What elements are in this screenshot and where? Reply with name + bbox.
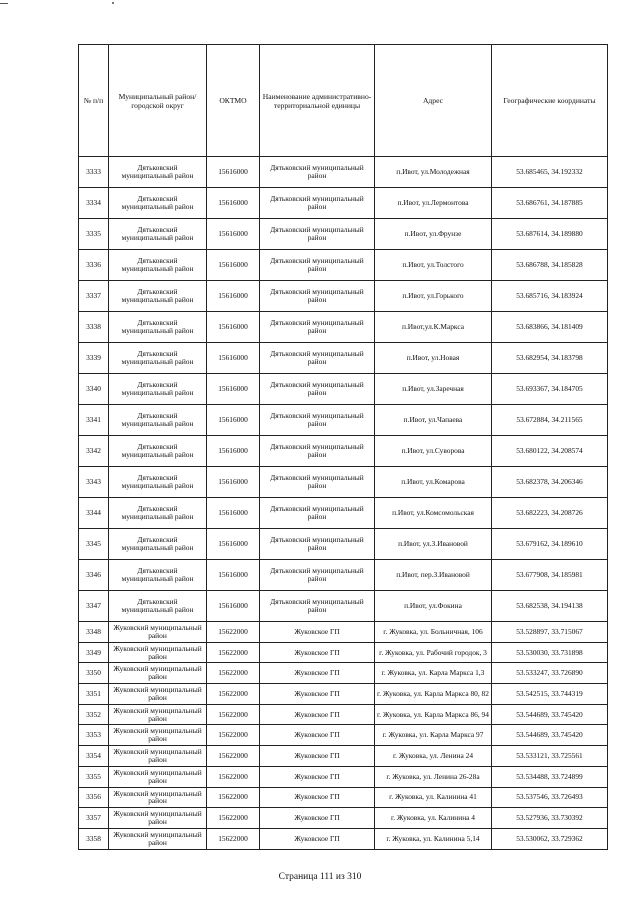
unit-cell: Дятьковский муниципальный район (260, 281, 375, 312)
oktmo-cell: 15616000 (207, 374, 260, 405)
oktmo-cell: 15616000 (207, 219, 260, 250)
row-number: 3350 (79, 663, 109, 684)
coordinates-cell: 53.687614, 34.189880 (492, 219, 608, 250)
table-row (79, 312, 608, 343)
coordinates-cell: 53.534488, 33.724899 (492, 766, 608, 787)
address-cell: п.Ивот, ул.Лермонтова (375, 188, 492, 219)
unit-cell: Жуковское ГП (260, 787, 375, 808)
coordinates-cell: 53.682538, 34.194138 (492, 591, 608, 622)
coordinates-cell: 53.530062, 33.729362 (492, 828, 608, 849)
district-cell: Дятьковский муниципальный район (109, 467, 207, 498)
address-cell: г. Жуковка, ул. Калинина 5,14 (375, 828, 492, 849)
table-row (79, 787, 608, 808)
oktmo-cell: 15616000 (207, 405, 260, 436)
header-row (79, 45, 608, 157)
table-row (79, 704, 608, 725)
unit-cell: Дятьковский муниципальный район (260, 498, 375, 529)
oktmo-cell: 15616000 (207, 591, 260, 622)
oktmo-cell: 15622000 (207, 828, 260, 849)
coordinates-cell: 53.537546, 33.726493 (492, 787, 608, 808)
row-number: 3341 (79, 405, 109, 436)
oktmo-cell: 15616000 (207, 498, 260, 529)
address-cell: п.Ивот, ул.Суворова (375, 436, 492, 467)
unit-cell: Жуковское ГП (260, 622, 375, 643)
unit-cell: Дятьковский муниципальный район (260, 405, 375, 436)
row-number: 3351 (79, 684, 109, 705)
district-cell: Дятьковский муниципальный район (109, 374, 207, 405)
address-cell: п.Ивот, ул.Горького (375, 281, 492, 312)
unit-cell: Дятьковский муниципальный район (260, 467, 375, 498)
coordinates-cell: 53.693367, 34.184705 (492, 374, 608, 405)
coordinates-cell: 53.528897, 33.715067 (492, 622, 608, 643)
unit-cell: Жуковское ГП (260, 746, 375, 767)
district-cell: Дятьковский муниципальный район (109, 188, 207, 219)
oktmo-cell: 15622000 (207, 746, 260, 767)
coordinates-cell: 53.686761, 34.187885 (492, 188, 608, 219)
address-cell: г. Жуковка, ул. Ленина 24 (375, 746, 492, 767)
table-row (79, 405, 608, 436)
address-cell: г. Жуковка, ул. Рабочий городок, 3 (375, 642, 492, 663)
unit-cell: Жуковское ГП (260, 684, 375, 705)
unit-cell: Дятьковский муниципальный район (260, 157, 375, 188)
oktmo-cell: 15622000 (207, 663, 260, 684)
table-row (79, 188, 608, 219)
district-cell: Жуковский муниципальный район (109, 787, 207, 808)
unit-cell: Жуковское ГП (260, 808, 375, 829)
district-cell: Дятьковский муниципальный район (109, 281, 207, 312)
coordinates-cell: 53.682378, 34.206346 (492, 467, 608, 498)
address-cell: п.Ивот, ул.Заречная (375, 374, 492, 405)
col-header-district: Муниципальный район/городской округ (109, 45, 207, 157)
col-header-coordinates: Географические координаты (492, 45, 608, 157)
coordinates-cell: 53.533121, 33.725561 (492, 746, 608, 767)
oktmo-cell: 15616000 (207, 560, 260, 591)
unit-cell: Дятьковский муниципальный район (260, 312, 375, 343)
oktmo-cell: 15622000 (207, 725, 260, 746)
oktmo-cell: 15616000 (207, 281, 260, 312)
table-row (79, 828, 608, 849)
address-cell: п.Ивот, ул.Фрунзе (375, 219, 492, 250)
district-cell: Дятьковский муниципальный район (109, 343, 207, 374)
address-cell: г. Жуковка, ул. Ленина 26-28а (375, 766, 492, 787)
row-number: 3349 (79, 642, 109, 663)
table-row (79, 498, 608, 529)
table-row (79, 663, 608, 684)
district-cell: Жуковский муниципальный район (109, 704, 207, 725)
district-cell: Дятьковский муниципальный район (109, 529, 207, 560)
row-number: 3339 (79, 343, 109, 374)
row-number: 3353 (79, 725, 109, 746)
unit-cell: Жуковское ГП (260, 725, 375, 746)
row-number: 3348 (79, 622, 109, 643)
oktmo-cell: 15622000 (207, 684, 260, 705)
col-header-address: Адрес (375, 45, 492, 157)
row-number: 3333 (79, 157, 109, 188)
coordinates-cell: 53.677908, 34.185981 (492, 560, 608, 591)
row-number: 3346 (79, 560, 109, 591)
unit-cell: Жуковское ГП (260, 663, 375, 684)
row-number: 3334 (79, 188, 109, 219)
table-row (79, 622, 608, 643)
district-cell: Жуковский муниципальный район (109, 766, 207, 787)
district-cell: Жуковский муниципальный район (109, 684, 207, 705)
oktmo-cell: 15616000 (207, 436, 260, 467)
row-number: 3344 (79, 498, 109, 529)
oktmo-cell: 15622000 (207, 787, 260, 808)
unit-cell: Дятьковский муниципальный район (260, 250, 375, 281)
table-row (79, 250, 608, 281)
district-cell: Жуковский муниципальный район (109, 622, 207, 643)
table-row (79, 436, 608, 467)
row-number: 3343 (79, 467, 109, 498)
table-row (79, 725, 608, 746)
address-cell: п.Ивот, ул.Фокина (375, 591, 492, 622)
oktmo-cell: 15616000 (207, 343, 260, 374)
row-number: 3342 (79, 436, 109, 467)
table-row (79, 529, 608, 560)
row-number: 3338 (79, 312, 109, 343)
district-cell: Жуковский муниципальный район (109, 746, 207, 767)
row-number: 3357 (79, 808, 109, 829)
unit-cell: Дятьковский муниципальный район (260, 343, 375, 374)
coordinates-cell: 53.685465, 34.192332 (492, 157, 608, 188)
oktmo-cell: 15616000 (207, 157, 260, 188)
table-row (79, 374, 608, 405)
address-cell: п.Ивот, пер.З.Ивановой (375, 560, 492, 591)
unit-cell: Дятьковский муниципальный район (260, 219, 375, 250)
oktmo-cell: 15616000 (207, 312, 260, 343)
table-row (79, 467, 608, 498)
col-header-unit: Наименование административно-территориальной единицы (260, 45, 375, 157)
scan-speck (112, 2, 114, 4)
coordinates-cell: 53.544689, 33.745420 (492, 725, 608, 746)
oktmo-cell: 15622000 (207, 704, 260, 725)
oktmo-cell: 15622000 (207, 766, 260, 787)
address-cell: п.Ивот, ул.Новая (375, 343, 492, 374)
address-cell: г. Жуковка, ул. Калинина 41 (375, 787, 492, 808)
coordinates-cell: 53.683866, 34.181409 (492, 312, 608, 343)
district-cell: Дятьковский муниципальный район (109, 560, 207, 591)
row-number: 3352 (79, 704, 109, 725)
address-cell: п.Ивот, ул.Комарова (375, 467, 492, 498)
row-number: 3358 (79, 828, 109, 849)
unit-cell: Дятьковский муниципальный район (260, 529, 375, 560)
unit-cell: Дятьковский муниципальный район (260, 560, 375, 591)
district-cell: Дятьковский муниципальный район (109, 157, 207, 188)
oktmo-cell: 15622000 (207, 622, 260, 643)
coordinates-cell: 53.672884, 34.211565 (492, 405, 608, 436)
address-cell: г. Жуковка, ул. Карла Маркса 97 (375, 725, 492, 746)
coordinates-cell: 53.685716, 34.183924 (492, 281, 608, 312)
address-cell: п.Ивот, ул.Чапаева (375, 405, 492, 436)
table-row (79, 808, 608, 829)
district-cell: Жуковский муниципальный район (109, 663, 207, 684)
col-header-oktmo: ОКТМО (207, 45, 260, 157)
unit-cell: Жуковское ГП (260, 828, 375, 849)
table-row (79, 591, 608, 622)
coordinates-cell: 53.530030, 33.731898 (492, 642, 608, 663)
district-cell: Дятьковский муниципальный район (109, 498, 207, 529)
registry-table (78, 44, 608, 850)
address-cell: п.Ивот, ул.Комсомольская (375, 498, 492, 529)
page-number: Страница 111 из 310 (278, 872, 362, 882)
table-row (79, 219, 608, 250)
row-number: 3354 (79, 746, 109, 767)
district-cell: Дятьковский муниципальный район (109, 405, 207, 436)
oktmo-cell: 15616000 (207, 250, 260, 281)
oktmo-cell: 15616000 (207, 188, 260, 219)
oktmo-cell: 15616000 (207, 467, 260, 498)
oktmo-cell: 15622000 (207, 808, 260, 829)
table-row (79, 766, 608, 787)
table-row (79, 157, 608, 188)
address-cell: г. Жуковка, ул. Больничная, 106 (375, 622, 492, 643)
district-cell: Жуковский муниципальный район (109, 828, 207, 849)
coordinates-cell: 53.527936, 33.730392 (492, 808, 608, 829)
coordinates-cell: 53.544689, 33.745420 (492, 704, 608, 725)
district-cell: Дятьковский муниципальный район (109, 219, 207, 250)
table-row (79, 642, 608, 663)
row-number: 3336 (79, 250, 109, 281)
table-body (79, 157, 608, 850)
coordinates-cell: 53.533247, 33.726890 (492, 663, 608, 684)
address-cell: г. Жуковка, ул. Карла Маркса 80, 82 (375, 684, 492, 705)
address-cell: п.Ивот,ул.К.Маркса (375, 312, 492, 343)
coordinates-cell: 53.680122, 34.208574 (492, 436, 608, 467)
address-cell: г. Жуковка, ул. Калинина 4 (375, 808, 492, 829)
unit-cell: Дятьковский муниципальный район (260, 188, 375, 219)
row-number: 3345 (79, 529, 109, 560)
table-row (79, 746, 608, 767)
table-row (79, 343, 608, 374)
unit-cell: Дятьковский муниципальный район (260, 591, 375, 622)
coordinates-cell: 53.682954, 34.183798 (492, 343, 608, 374)
col-header-number: № п/п (79, 45, 109, 157)
address-cell: г. Жуковка, ул. Карла Маркса 86, 94 (375, 704, 492, 725)
district-cell: Дятьковский муниципальный район (109, 250, 207, 281)
row-number: 3355 (79, 766, 109, 787)
row-number: 3347 (79, 591, 109, 622)
unit-cell: Жуковское ГП (260, 766, 375, 787)
district-cell: Дятьковский муниципальный район (109, 591, 207, 622)
district-cell: Жуковский муниципальный район (109, 642, 207, 663)
coordinates-cell: 53.686788, 34.185828 (492, 250, 608, 281)
unit-cell: Дятьковский муниципальный район (260, 436, 375, 467)
oktmo-cell: 15616000 (207, 529, 260, 560)
coordinates-cell: 53.679162, 34.189610 (492, 529, 608, 560)
district-cell: Дятьковский муниципальный район (109, 312, 207, 343)
coordinates-cell: 53.542515, 33.744319 (492, 684, 608, 705)
unit-cell: Жуковское ГП (260, 642, 375, 663)
unit-cell: Дятьковский муниципальный район (260, 374, 375, 405)
address-cell: п.Ивот, ул.Молодежная (375, 157, 492, 188)
table-row (79, 684, 608, 705)
scan-mark (0, 3, 8, 4)
district-cell: Жуковский муниципальный район (109, 725, 207, 746)
address-cell: п.Ивот, ул.З.Ивановой (375, 529, 492, 560)
coordinates-cell: 53.682223, 34.208726 (492, 498, 608, 529)
oktmo-cell: 15622000 (207, 642, 260, 663)
district-cell: Жуковский муниципальный район (109, 808, 207, 829)
address-cell: п.Ивот, ул.Толстого (375, 250, 492, 281)
row-number: 3335 (79, 219, 109, 250)
table-row (79, 560, 608, 591)
table-row (79, 281, 608, 312)
address-cell: г. Жуковка, ул. Карла Маркса 1,3 (375, 663, 492, 684)
unit-cell: Жуковское ГП (260, 704, 375, 725)
district-cell: Дятьковский муниципальный район (109, 436, 207, 467)
row-number: 3337 (79, 281, 109, 312)
row-number: 3340 (79, 374, 109, 405)
row-number: 3356 (79, 787, 109, 808)
